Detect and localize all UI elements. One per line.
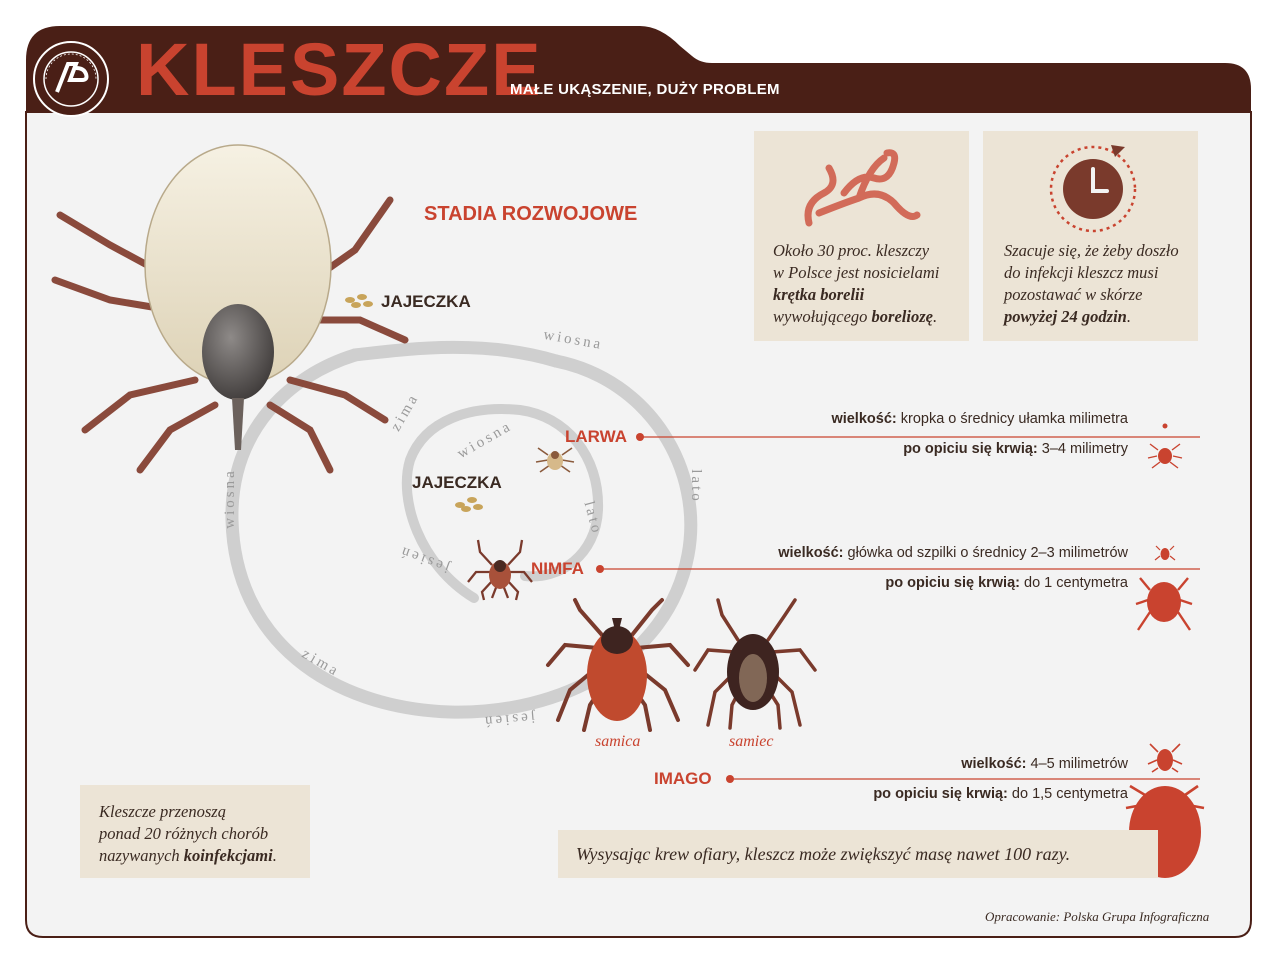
season-lato-outer: lato <box>687 469 704 504</box>
nymph-fed-text: po opiciu się krwią: do 1 centymetra <box>885 575 1128 591</box>
stages-title: STADIA ROZWOJOWE <box>424 203 638 225</box>
larva-fed-text: po opiciu się krwią: 3–4 milimetry <box>903 441 1128 457</box>
larva-size-icon <box>1163 424 1168 429</box>
season-wiosna-left: wiosna <box>221 468 238 529</box>
page-title: KLESZCZE <box>136 28 543 111</box>
mass-fact-text: Wysysając krew ofiary, kleszcz może zwiększyć masę nawet 100 razy. <box>576 844 1071 864</box>
nymph-label: NIMFA <box>531 559 584 578</box>
egg-label-top: JAJECZKA <box>381 292 471 311</box>
lasy-panstwowe-logo <box>32 40 110 118</box>
coinfection-fact-box: Kleszcze przenoszą ponad 20 różnych chorób nazywanych koinfekcjami. <box>80 785 310 878</box>
egg-label-spiral: JAJECZKA <box>412 473 502 492</box>
season-zima-upper: zima <box>387 390 423 435</box>
borrelia-fact-box: Około 30 proc. kleszczy w Polsce jest nosicielami krętka borelii wywołującego boreliozę. <box>754 131 969 341</box>
clock-icon <box>1043 137 1143 235</box>
season-lato-inner: lato <box>580 499 605 538</box>
imago-label: IMAGO <box>654 769 712 788</box>
male-label: samiec <box>729 733 774 750</box>
imago-fed-text: po opiciu się krwią: do 1,5 centymetra <box>873 786 1128 802</box>
season-wiosna-inner: wiosna <box>454 418 516 463</box>
mass-fact-box <box>558 830 1158 878</box>
season-wiosna-top: wiosna <box>542 326 605 354</box>
season-zima-lower: zima <box>299 645 343 681</box>
page-subtitle: MAŁE UKĄSZENIE, DUŻY PROBLEM <box>510 81 780 98</box>
nymph-size-text: wielkość: główka od szpilki o średnicy 2–3 milimetrów <box>778 545 1128 561</box>
credit-line: Opracowanie: Polska Grupa Infograficzna <box>985 909 1210 924</box>
time-fact-box: Szacuje się, że żeby doszło do infekcji kleszcz musi pozostawać w skórze powyżej 24 godzin. <box>983 131 1198 341</box>
larva-size-text: wielkość: kropka o średnicy ułamka milimetra <box>831 411 1128 427</box>
imago-size-text: wielkość: 4–5 milimetrów <box>961 756 1128 772</box>
season-jesien-inner: jesień <box>396 542 452 576</box>
season-jesien-lower: jesień <box>481 708 536 730</box>
female-label: samica <box>595 733 641 750</box>
spirochete-icon <box>799 143 924 233</box>
larva-label: LARWA <box>565 427 628 446</box>
